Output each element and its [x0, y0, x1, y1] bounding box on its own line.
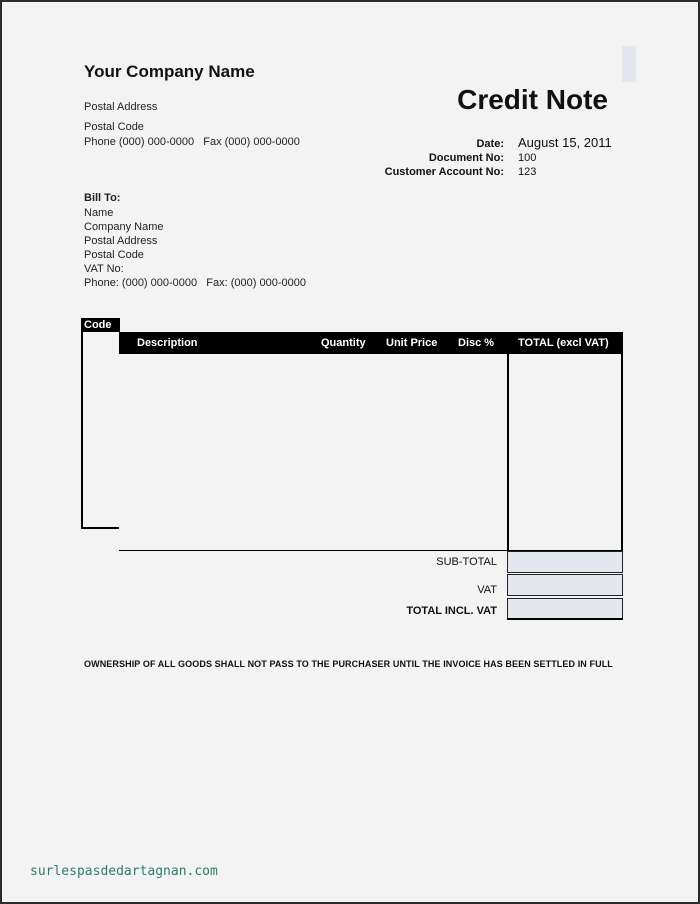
vat-value-box[interactable] [507, 574, 623, 596]
customer-account-label: Customer Account No: [384, 166, 504, 178]
document-title: Credit Note [457, 84, 608, 115]
vat-label: VAT [477, 584, 497, 596]
column-header-disc: Disc % [458, 337, 495, 349]
document-no-label: Document No: [428, 152, 504, 164]
code-column-border [81, 332, 119, 529]
total-incl-vat-box[interactable] [507, 598, 623, 620]
table-header-bar [119, 332, 623, 354]
column-header-total: TOTAL (excl VAT) [518, 337, 609, 349]
bill-to-company: Company Name [84, 221, 164, 233]
company-name: Your Company Name [84, 62, 255, 81]
total-incl-vat-label: TOTAL INCL. VAT [406, 605, 497, 617]
date-value: August 15, 2011 [518, 135, 612, 150]
subtotal-value-box[interactable] [507, 551, 623, 573]
watermark-text: surlespasdedartagnan.com [30, 864, 218, 879]
credit-note-page [2, 2, 698, 902]
column-header-quantity: Quantity [321, 337, 366, 349]
company-postal-address: Postal Address [84, 101, 158, 113]
corner-tab-mark [622, 46, 636, 82]
column-header-unit-price: Unit Price [386, 337, 438, 349]
date-label: Date: [476, 138, 504, 150]
company-postal-code: Postal Code [84, 121, 144, 133]
bill-to-postal-code: Postal Code [84, 249, 144, 261]
customer-account-value: 123 [518, 166, 537, 178]
column-header-code: Code [81, 318, 120, 332]
bill-to-phone-fax: Phone: (000) 000-0000 Fax: (000) 000-0000 [84, 277, 306, 289]
bill-to-name: Name [84, 207, 114, 219]
subtotal-label: SUB-TOTAL [436, 556, 497, 568]
total-column-border [507, 354, 623, 552]
bill-to-postal-address: Postal Address [84, 235, 158, 247]
company-phone-fax: Phone (000) 000-0000 Fax (000) 000-0000 [84, 136, 300, 148]
column-header-description: Description [137, 337, 198, 349]
bill-to-vat: VAT No: [84, 263, 124, 275]
document-no-value: 100 [518, 152, 537, 164]
bill-to-heading: Bill To: [84, 192, 121, 204]
ownership-note: OWNERSHIP OF ALL GOODS SHALL NOT PASS TO THE PURCHASER UNTIL THE INVOICE HAS BEEN SETTLED IN FULL [84, 659, 613, 669]
